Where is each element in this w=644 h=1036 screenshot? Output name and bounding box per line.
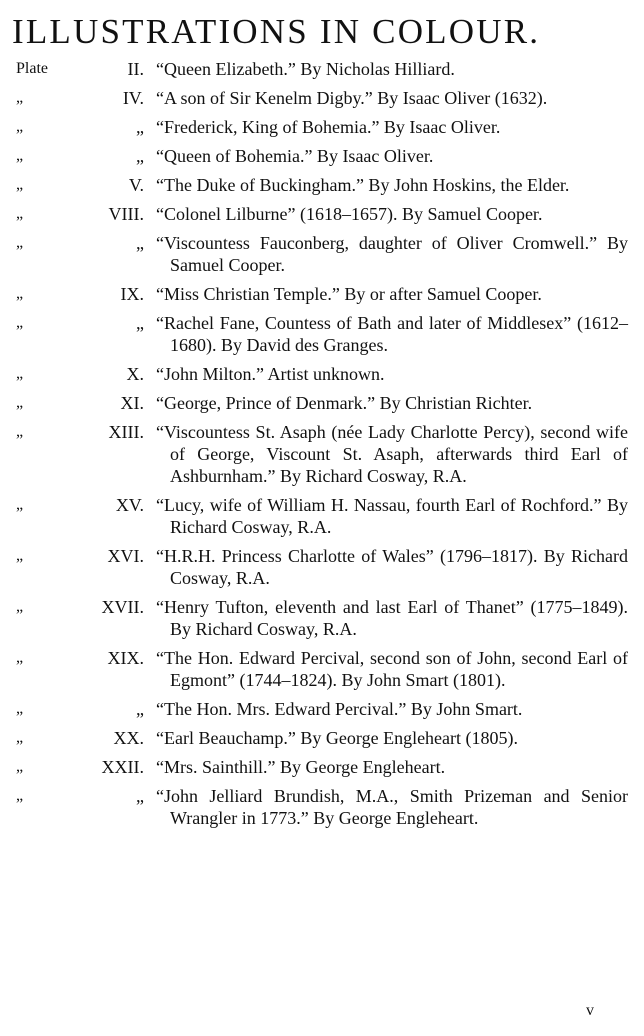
plate-number: „	[136, 699, 144, 719]
plate-number: XI.	[120, 393, 144, 413]
plate-description: “George, Prince of Denmark.” By Christian Richter.	[156, 393, 533, 413]
plate-label: „	[16, 598, 24, 615]
plate-label: Plate	[16, 60, 48, 77]
plate-description: “The Hon. Edward Percival, second son of John, second Earl of Egmont” (1744–1824). By John Smart (1801).	[156, 648, 628, 690]
plate-description: “Henry Tufton, eleventh and last Earl of Thanet” (1775–1849). By Richard Cosway, R.A.	[156, 597, 628, 639]
illustrations-list	[0, 58, 644, 836]
list-item	[0, 727, 644, 749]
page-title: ILLUSTRATIONS IN COLOUR.	[12, 12, 541, 51]
plate-description: “Rachel Fane, Countess of Bath and later of Middlesex” (1612–1680). By David des Granges.	[156, 313, 628, 355]
plate-description: “John Milton.” Artist unknown.	[156, 364, 385, 384]
plate-description: “Mrs. Sainthill.” By George Engleheart.	[156, 757, 446, 777]
list-item	[0, 756, 644, 778]
plate-number: XVII.	[101, 597, 144, 617]
plate-number: „	[136, 313, 144, 333]
list-item	[0, 174, 644, 196]
plate-number: X.	[126, 364, 144, 384]
plate-label: „	[16, 758, 24, 775]
list-item	[0, 312, 644, 356]
plate-label: „	[16, 176, 24, 193]
plate-description: “The Hon. Mrs. Edward Percival.” By John Smart.	[156, 699, 523, 719]
plate-label: „	[16, 234, 24, 251]
list-item	[0, 145, 644, 167]
plate-number: IX.	[120, 284, 144, 304]
plate-label: „	[16, 700, 24, 717]
page-number: v	[586, 1002, 594, 1019]
list-item	[0, 698, 644, 720]
plate-label: „	[16, 729, 24, 746]
plate-label: „	[16, 365, 24, 382]
plate-description: “Viscountess St. Asaph (née Lady Charlotte Percy), second wife of George, Viscount St. Asaph, afterwards third Earl of Ashburnham.” By Richard Cosway, R.A.	[156, 422, 628, 486]
plate-number: „	[136, 146, 144, 166]
plate-label: „	[16, 787, 24, 804]
plate-description: “Queen Elizabeth.” By Nicholas Hilliard.	[156, 59, 455, 79]
plate-description: “The Duke of Buckingham.” By John Hoskins, the Elder.	[156, 175, 570, 195]
list-item	[0, 58, 644, 80]
plate-label: „	[16, 394, 24, 411]
plate-label: „	[16, 314, 24, 331]
plate-number: XXII.	[101, 757, 144, 777]
plate-label: „	[16, 118, 24, 135]
plate-description: “Queen of Bohemia.” By Isaac Oliver.	[156, 146, 434, 166]
plate-description: “A son of Sir Kenelm Digby.” By Isaac Oliver (1632).	[156, 88, 548, 108]
plate-label: „	[16, 285, 24, 302]
plate-label: „	[16, 423, 24, 440]
list-item	[0, 785, 644, 829]
plate-description: “John Jelliard Brundish, M.A., Smith Prizeman and Senior Wrangler in 1773.” By George Engleheart.	[156, 786, 628, 828]
plate-number: XVI.	[107, 546, 144, 566]
plate-description: “Earl Beauchamp.” By George Engleheart (1805).	[156, 728, 519, 748]
plate-number: „	[136, 233, 144, 253]
plate-label: „	[16, 496, 24, 513]
list-item	[0, 203, 644, 225]
plate-number: XIII.	[108, 422, 144, 442]
plate-label: „	[16, 205, 24, 222]
plate-number: XV.	[115, 495, 144, 515]
plate-number: XX.	[113, 728, 144, 748]
plate-number: II.	[127, 59, 144, 79]
plate-number: XIX.	[107, 648, 144, 668]
list-item	[0, 545, 644, 589]
plate-description: “Frederick, King of Bohemia.” By Isaac Oliver.	[156, 117, 501, 137]
plate-label: „	[16, 147, 24, 164]
plate-label: „	[16, 89, 24, 106]
plate-number: VIII.	[108, 204, 144, 224]
plate-description: “H.R.H. Princess Charlotte of Wales” (1796–1817). By Richard Cosway, R.A.	[156, 546, 628, 588]
plate-label: „	[16, 649, 24, 666]
list-item	[0, 647, 644, 691]
plate-description: “Lucy, wife of William H. Nassau, fourth Earl of Rochford.” By Richard Cosway, R.A.	[156, 495, 628, 537]
list-item	[0, 283, 644, 305]
list-item	[0, 363, 644, 385]
list-item	[0, 87, 644, 109]
list-item	[0, 596, 644, 640]
list-item	[0, 392, 644, 414]
list-item	[0, 494, 644, 538]
plate-description: “Miss Christian Temple.” By or after Samuel Cooper.	[156, 284, 542, 304]
list-item	[0, 421, 644, 487]
plate-number: „	[136, 117, 144, 137]
list-item	[0, 232, 644, 276]
plate-number: IV.	[122, 88, 144, 108]
list-item	[0, 116, 644, 138]
plate-description: “Viscountess Fauconberg, daughter of Oliver Cromwell.” By Samuel Cooper.	[156, 233, 628, 275]
plate-description: “Colonel Lilburne” (1618–1657). By Samuel Cooper.	[156, 204, 543, 224]
plate-label: „	[16, 547, 24, 564]
plate-number: „	[136, 786, 144, 806]
plate-number: V.	[128, 175, 144, 195]
